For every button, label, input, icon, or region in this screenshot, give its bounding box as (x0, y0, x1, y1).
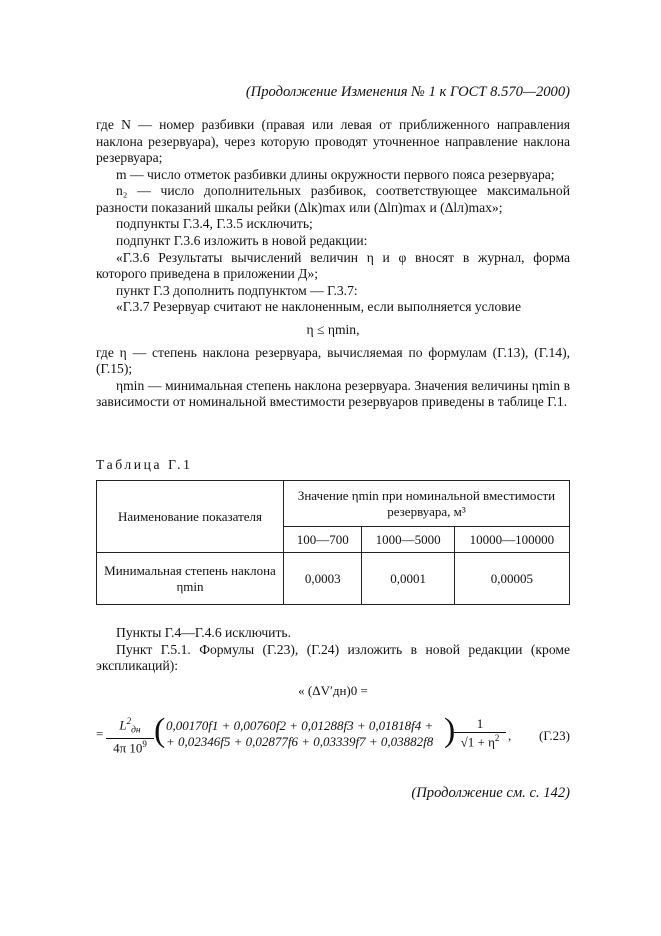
paragraph-eta-min-definition: ηmin — минимальная степень наклона резервуара. Значения величины ηmin в зависимости от номинальной вместимости резервуаров приведены в таблице Г.1. (96, 377, 570, 410)
sqrt-denominator: $√1 + \eta^2$ (460, 732, 500, 750)
table-range-2: 1000—5000 (362, 527, 454, 553)
eta-min-table (96, 480, 570, 605)
formula-lines (166, 718, 486, 750)
paragraph-g-3-6: «Г.3.6 Результаты вычислений величин η и φ вносят в журнал, форма которого приведена в приложении Д»; (96, 249, 570, 282)
paragraph-n-definition: где N — номер разбивки (правая или левая от приближенного направления наклона резервуара), через которую проводят уточненное направление наклона резервуара; (96, 117, 570, 166)
table-range-1: 100—700 (284, 527, 362, 553)
formula-lhs: « (ΔV′дн)0 = (298, 683, 368, 698)
table-caption: Таблица Г.1 (96, 457, 193, 472)
page-header: (Продолжение Изменения № 1 к ГОСТ 8.570—2000) (245, 84, 570, 100)
paragraph-eta-definition: где η — степень наклона резервуара, вычисляемая по формулам (Г.13), (Г.14), (Г.15); (96, 344, 570, 377)
formula-line-2: + 0,02346f5 + 0,02877f6 + 0,03339f7 + 0,03882f8 (166, 733, 434, 749)
body-text-lower (96, 625, 570, 675)
left-paren: ( (154, 712, 166, 749)
table-header-group: Значение ηmin при номинальной вместимости резервуара, м³ (284, 481, 570, 527)
right-paren: ) (444, 712, 456, 749)
paragraph-add-3-7: пункт Г.3 дополнить подпунктом — Г.3.7: (116, 282, 358, 298)
table-value-3: 0,00005 (454, 553, 569, 605)
table-value-2: 0,0001 (362, 553, 454, 605)
formula-line-1: 0,00170f1 + 0,00760f2 + 0,01288f3 + 0,01818f4 + (166, 718, 434, 733)
paragraph-new-edition-3-6: подпункт Г.3.6 изложить в новой редакции: (116, 233, 368, 249)
paragraph-formulas-g23: Пункт Г.5.1. Формулы (Г.23), (Г.24) изложить в новой редакции (кроме экспликаций): (96, 641, 570, 674)
table-range-3: 10000—100000 (454, 527, 569, 553)
fraction-numerator: $L^2_{дн}$ (106, 716, 154, 739)
page-footer: (Продолжение см. с. 142) (411, 785, 570, 801)
sqrt-numerator: 1 (454, 716, 506, 733)
equals-sign: = (96, 726, 104, 741)
paragraph-exclude-4: Пункты Г.4—Г.4.6 исключить. (116, 625, 291, 640)
condition-formula: η ≤ ηmin, (306, 321, 360, 337)
formula-number: (Г.23) (539, 728, 570, 743)
paragraph-n2-definition: n₂ — число дополнительных разбивок, соответствующее максимальной разности показаний шкалы рейки (Δlк)max или (Δlп)max и (Δlл)max»; (96, 183, 570, 215)
paragraph-exclude-3-4: подпункты Г.3.4, Г.3.5 исключить; (116, 216, 313, 232)
fraction-denominator: 4π $10^9$ (113, 738, 147, 756)
table-value-1: 0,0003 (284, 553, 362, 605)
table-header-indicator: Наименование показателя (97, 481, 284, 553)
paragraph-g-3-7: «Г.3.7 Резервуар считают не наклоненным, если выполняется условие (116, 299, 521, 315)
fraction-l-over-4pi (106, 716, 154, 756)
fraction-one-over-sqrt (454, 716, 506, 750)
table-row-label: Минимальная степень наклона ηmin (97, 553, 284, 605)
body-text-upper (96, 117, 570, 411)
formula-comma: , (508, 728, 512, 743)
paragraph-m-definition: m — число отметок разбивки длины окружности первого пояса резервуара; (116, 166, 555, 182)
